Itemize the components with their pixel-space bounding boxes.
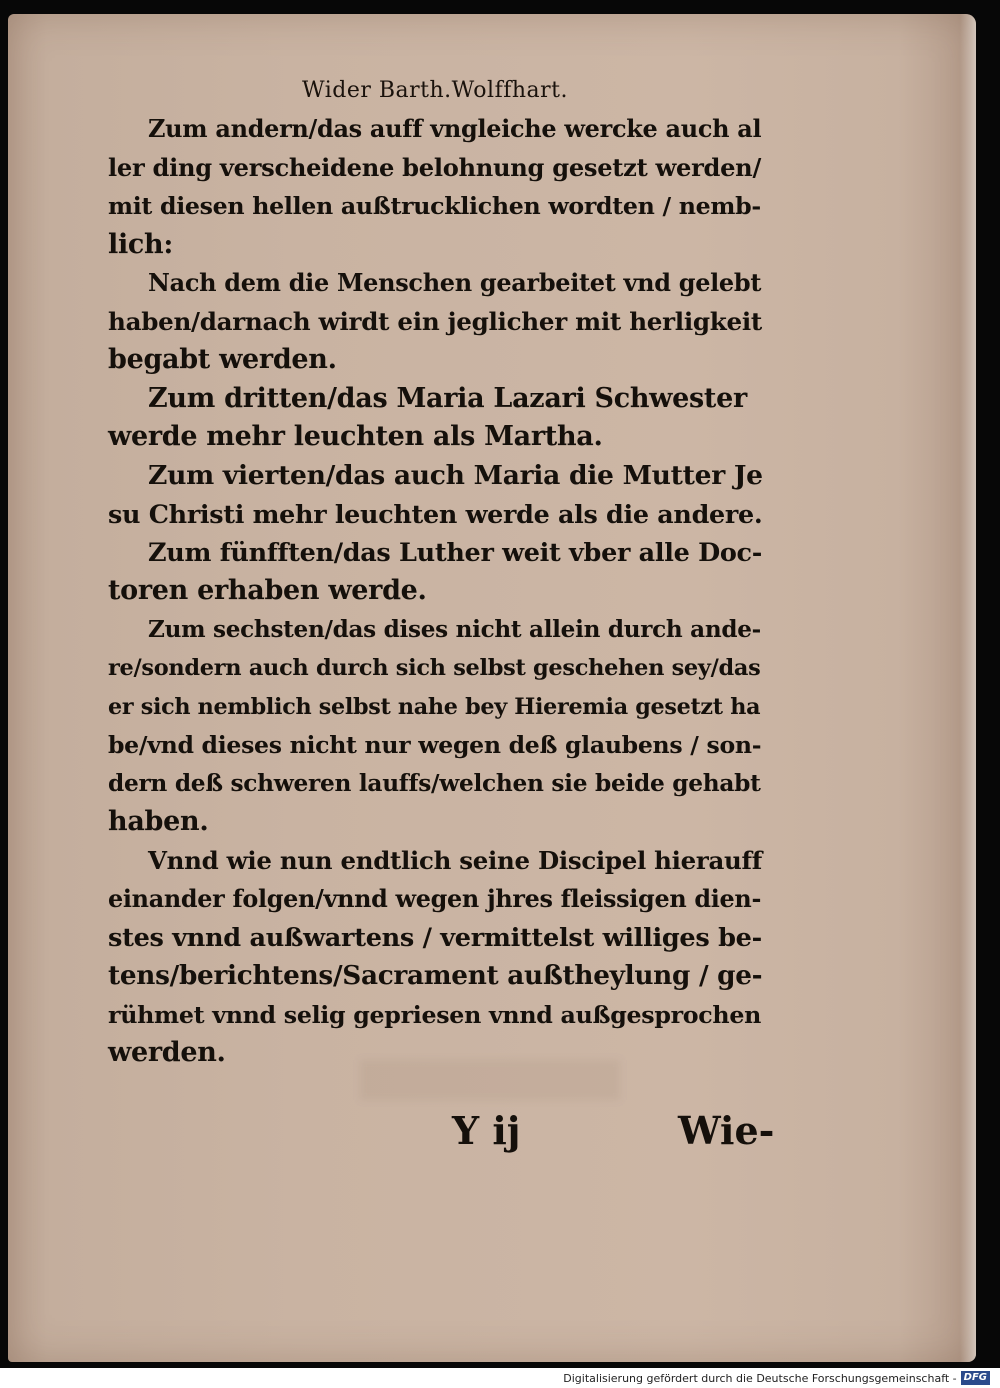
text-line: mit diesen hellen außtrucklichen wordten / nemb-: [108, 192, 761, 220]
text-line: haben/darnach wirdt ein jeglicher mit herligkeit: [108, 306, 762, 336]
text-line: werde mehr leuchten als Martha.: [108, 421, 603, 452]
dfg-logo[interactable]: DFG: [961, 1371, 990, 1385]
ink-bleed-through: [360, 1060, 620, 1100]
text-line: lich:: [108, 228, 174, 260]
text-line: begabt werden.: [108, 344, 337, 375]
text-block: [108, 110, 763, 1073]
text-line: Zum andern/das auff vngleiche wercke auch al: [148, 115, 762, 143]
text-line: tens/berichtens/Sacrament außtheylung / ge-: [108, 960, 763, 991]
text-line: ler ding verscheidene belohnung gesetzt werden/: [108, 152, 761, 182]
running-head: Wider Barth.Wolffhart.: [302, 78, 568, 103]
text-line: einander folgen/vnnd wegen jhres fleissigen dien-: [108, 885, 762, 913]
catchword: Wie-: [678, 1108, 775, 1153]
text-line: Zum vierten/das auch Maria die Mutter Je: [148, 459, 763, 491]
footer: [563, 1370, 990, 1386]
text-line: haben.: [108, 806, 209, 837]
footer-text: Digitalisierung gefördert durch die Deutsche Forschungsgemeinschaft -: [563, 1371, 957, 1385]
signature-mark: Y ij: [452, 1108, 521, 1153]
text-line: Zum sechsten/das dises nicht allein durch ande-: [148, 615, 761, 643]
text-line: Nach dem die Menschen gearbeitet vnd gelebt: [148, 269, 762, 297]
page-edge: [960, 14, 976, 1362]
text-line: rühmet vnnd selig gepriesen vnnd außgesprochen: [108, 1000, 762, 1029]
text-line: Zum fünfften/das Luther weit vber alle Doc-: [148, 537, 763, 568]
text-line: su Christi mehr leuchten werde als die andere.: [108, 499, 763, 529]
text-line: stes vnnd außwartens / vermittelst williges be-: [108, 922, 762, 953]
text-line: dern deß schweren lauffs/welchen sie beide gehabt: [108, 769, 761, 797]
text-line: werden.: [108, 1037, 226, 1068]
text-line: re/sondern auch durch sich selbst geschehen sey/das: [108, 655, 761, 681]
text-line: be/vnd dieses nicht nur wegen deß glaubens / son-: [108, 731, 762, 759]
text-line: toren erhaben werde.: [108, 575, 427, 606]
text-line: Zum dritten/das Maria Lazari Schwester: [148, 382, 747, 414]
text-line: Vnnd wie nun endtlich seine Discipel hierauff: [148, 845, 762, 875]
text-line: er sich nemblich selbst nahe bey Hieremia gesetzt ha: [108, 693, 761, 720]
